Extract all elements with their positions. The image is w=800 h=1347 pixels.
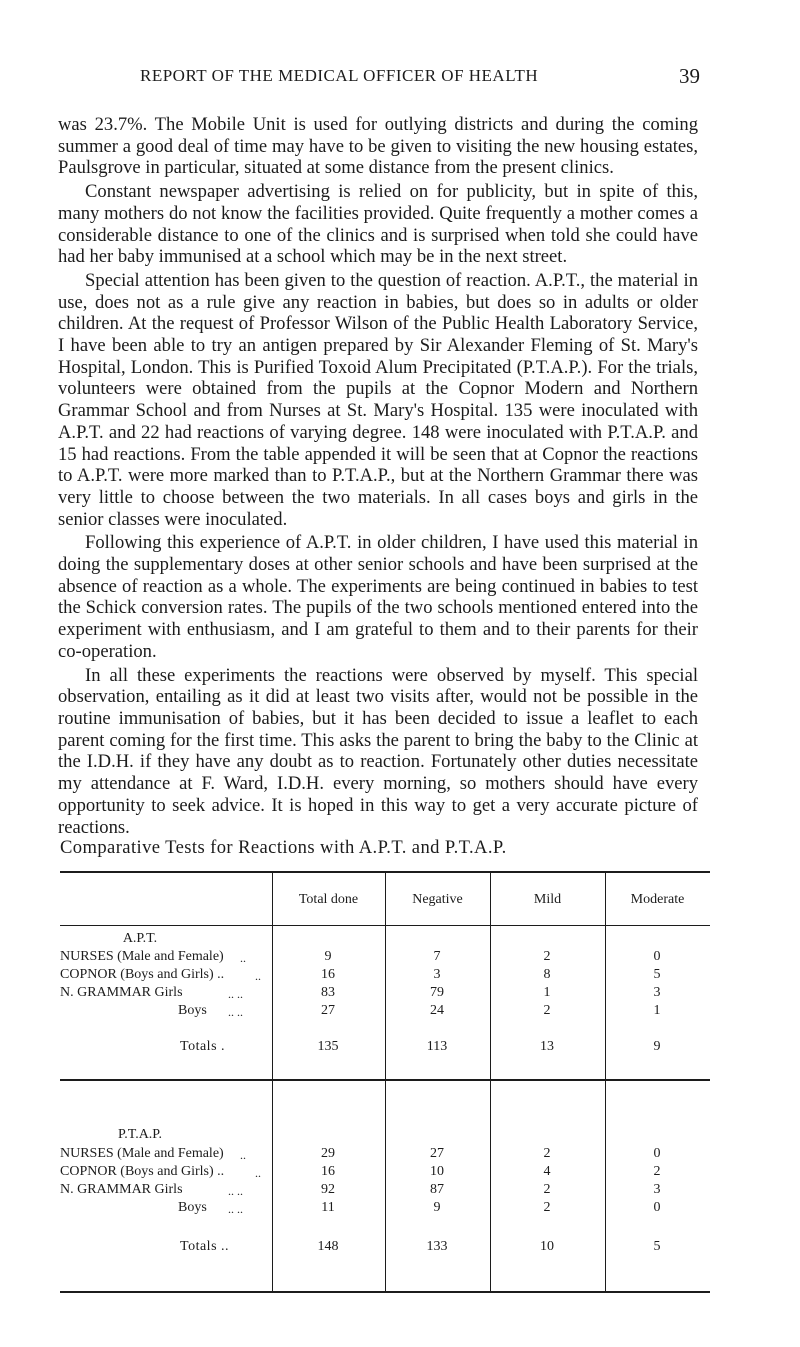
cell-moderate: 0 <box>653 949 661 964</box>
paragraph: In all these experiments the reactions were observed by myself. This special observation, entailing as it did at least two visits after, would not be possible in the routine immunisation of babies, but it has been decided to issue a leaflet to each parent coming for the first time. This asks the parent to bring the baby to the Clinic at the I.D.H. if they have any doubt as to reaction. Fortunately other duties necessitate my attendance at F. Ward, I.D.H. every morning, so mothers should have every opportunity to seek advice. It is hoped in this way to get a very accurate picture of reactions. <box>58 664 698 838</box>
cell-moderate: 0 <box>653 1146 661 1161</box>
cell-moderate: 5 <box>653 967 661 982</box>
row-label: Boys <box>178 1003 207 1018</box>
page-number: 39 <box>679 64 700 88</box>
cell-negative: 7 <box>433 949 441 964</box>
cell-mild: 1 <box>543 985 551 1000</box>
leader-dots: .. <box>255 969 261 983</box>
row-label: NURSES (Male and Female) <box>60 1146 224 1161</box>
cell-mild: 2 <box>543 949 551 964</box>
row-label: COPNOR (Boys and Girls) .. <box>60 967 225 982</box>
total-total: 148 <box>317 1239 339 1254</box>
cell-total: 16 <box>321 1164 335 1179</box>
column-header: Total done <box>298 892 359 907</box>
cell-negative: 24 <box>430 1003 444 1018</box>
column-divider <box>605 871 606 1291</box>
cell-negative: 27 <box>430 1146 444 1161</box>
leader-dots: .. <box>240 951 246 965</box>
total-total: 135 <box>317 1039 339 1054</box>
cell-negative: 10 <box>430 1164 444 1179</box>
cell-moderate: 3 <box>653 1182 661 1197</box>
paragraph: Special attention has been given to the question of reaction. A.P.T., the material in use, does not as a rule give any reaction in babies, but does so in adults or older children. At the request of Professor Wilson of the Public Health Laboratory Service, I have been able to try an antigen prepared by Sir Alexander Fleming of St. Mary's Hospital, London. This is Purified Toxoid Alum Precipitated (P.T.A.P.). For the trials, volunteers were obtained from the pupils at the Copnor Modern and Northern Grammar School and from Nurses at St. Mary's Hospital. 135 were inoculated with A.P.T. and 22 had reactions of varying degree. 148 were inoculated with P.T.A.P. and 15 had reactions. From the table appended it will be seen that at Copnor the reactions to A.P.T. were more marked than to P.T.A.P., but at the Northern Grammar there was very little to choose between the two materials. In all cases boys and girls in the senior classes were inoculated. <box>58 269 698 530</box>
cell-total: 9 <box>324 949 332 964</box>
page-header <box>140 66 700 96</box>
column-divider <box>490 871 491 1291</box>
column-divider <box>385 871 386 1291</box>
cell-negative: 87 <box>430 1182 444 1197</box>
section-label: P.T.A.P. <box>117 1127 163 1142</box>
table-title: Comparative Tests for Reactions with A.P.T. and P.T.A.P. <box>60 837 507 858</box>
cell-mild: 2 <box>543 1146 551 1161</box>
cell-total: 11 <box>321 1200 335 1215</box>
body-text <box>58 114 698 840</box>
row-label: COPNOR (Boys and Girls) .. <box>60 1164 225 1179</box>
paragraph: Constant newspaper advertising is relied on for publicity, but in spite of this, many mothers do not know the facilities provided. Quite frequently a mother comes a considerable distance to one of the clinics and is surprised when told she could have had her baby immunised at a school which may be in the next street. <box>58 181 698 268</box>
column-divider <box>272 871 273 1291</box>
leader-dots: .. <box>255 1166 261 1180</box>
row-label: Boys <box>178 1200 207 1215</box>
cell-negative: 9 <box>433 1200 441 1215</box>
table-bottom-rule <box>60 1291 710 1293</box>
cell-total: 83 <box>321 985 335 1000</box>
cell-total: 92 <box>321 1182 335 1197</box>
cell-mild: 2 <box>543 1182 551 1197</box>
cell-negative: 3 <box>433 967 441 982</box>
cell-mild: 4 <box>543 1164 551 1179</box>
total-moderate: 5 <box>653 1239 661 1254</box>
column-header: Negative <box>412 892 463 907</box>
total-negative: 113 <box>426 1039 448 1054</box>
cell-mild: 8 <box>543 967 551 982</box>
column-header: Mild <box>533 892 562 907</box>
total-moderate: 9 <box>653 1039 661 1054</box>
totals-label: Totals .. <box>180 1239 230 1254</box>
row-label: N. GRAMMAR Girls <box>60 985 183 1000</box>
paragraph: Following this experience of A.P.T. in older children, I have used this material in doing the supplementary doses at other senior schools and have been surprised at the absence of reaction as a whole. The experiments are being continued in babies to test the Schick conversion rates. The pupils of the two schools mentioned entered into the experiment with enthusiasm, and I am grateful to them and to their parents for their co-operation. <box>58 532 698 662</box>
total-negative: 133 <box>426 1239 448 1254</box>
cell-moderate: 1 <box>653 1003 661 1018</box>
cell-negative: 79 <box>430 985 444 1000</box>
leader-dots: .. <box>240 1148 246 1162</box>
leader-dots: .. .. <box>228 1202 243 1216</box>
cell-total: 29 <box>321 1146 335 1161</box>
total-mild: 13 <box>540 1039 554 1054</box>
cell-mild: 2 <box>543 1003 551 1018</box>
cell-moderate: 2 <box>653 1164 661 1179</box>
paragraph: was 23.7%. The Mobile Unit is used for outlying districts and during the coming summer a good deal of time may have to be given to visiting the new housing estates, Paulsgrove in particular, situated at some distance from the present clinics. <box>58 114 698 179</box>
totals-label: Totals . <box>180 1039 226 1054</box>
total-mild: 10 <box>540 1239 554 1254</box>
leader-dots: .. .. <box>228 987 243 1001</box>
cell-moderate: 3 <box>653 985 661 1000</box>
running-title: REPORT OF THE MEDICAL OFFICER OF HEALTH <box>140 66 539 85</box>
column-header: Moderate <box>630 892 685 907</box>
cell-total: 16 <box>321 967 335 982</box>
row-label: NURSES (Male and Female) <box>60 949 224 964</box>
leader-dots: .. .. <box>228 1005 243 1019</box>
cell-total: 27 <box>321 1003 335 1018</box>
section-label: A.P.T. <box>122 931 158 946</box>
row-label: N. GRAMMAR Girls <box>60 1182 183 1197</box>
cell-moderate: 0 <box>653 1200 661 1215</box>
cell-mild: 2 <box>543 1200 551 1215</box>
leader-dots: .. .. <box>228 1184 243 1198</box>
